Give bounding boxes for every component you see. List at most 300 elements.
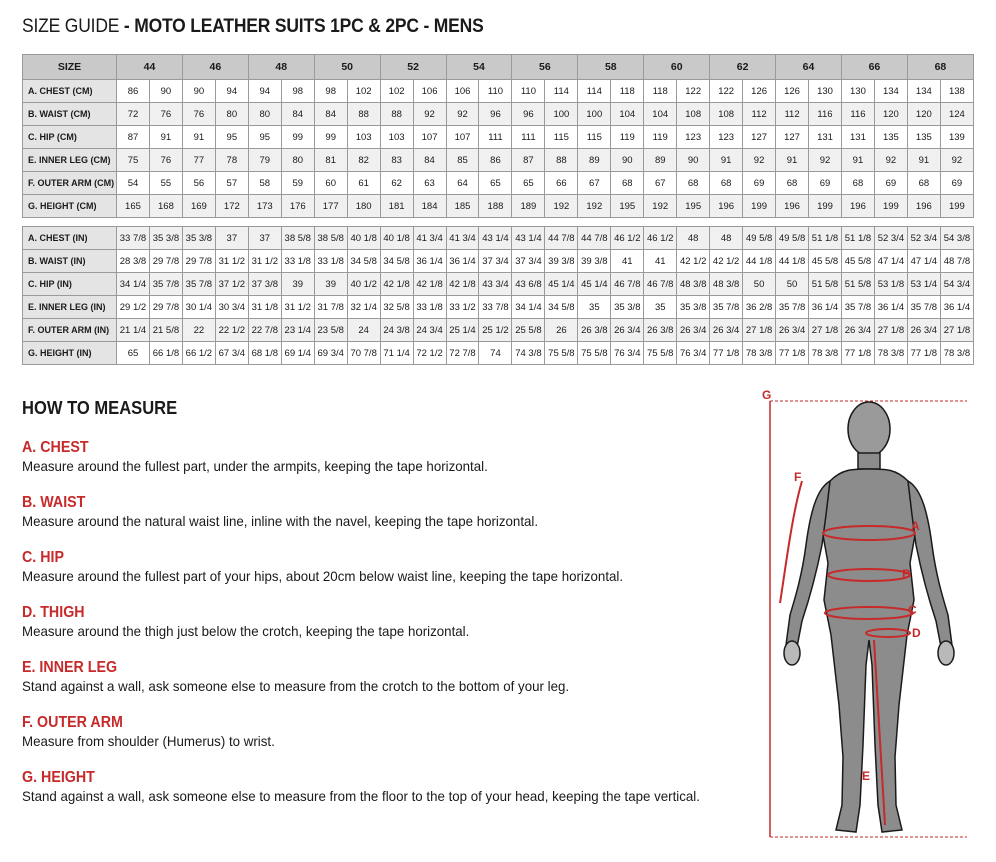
table-cell: 91 bbox=[710, 149, 743, 172]
table-cell: 114 bbox=[578, 80, 611, 103]
measure-step bbox=[22, 494, 742, 530]
table-cell: 130 bbox=[809, 80, 842, 103]
table-cell: 44 7/8 bbox=[545, 227, 578, 250]
table-cell: 91 bbox=[907, 149, 940, 172]
table-cell: 41 3/4 bbox=[446, 227, 479, 250]
table-cell: 34 5/8 bbox=[380, 250, 413, 273]
table-cell: 103 bbox=[347, 126, 380, 149]
table-cell: 195 bbox=[677, 195, 710, 218]
table-cell: 86 bbox=[479, 149, 512, 172]
table-cell: 80 bbox=[248, 103, 281, 126]
row-label: B. WAIST (IN) bbox=[23, 250, 117, 273]
table-cell: 130 bbox=[841, 80, 874, 103]
table-cell: 134 bbox=[907, 80, 940, 103]
neck-shape bbox=[858, 453, 880, 469]
table-cell: 75 5/8 bbox=[644, 342, 677, 365]
table-cell: 26 3/4 bbox=[677, 319, 710, 342]
table-cell: 120 bbox=[874, 103, 907, 126]
table-cell: 48 7/8 bbox=[940, 250, 973, 273]
table-cell: 45 1/4 bbox=[545, 273, 578, 296]
size-header-cell: 52 bbox=[380, 55, 446, 80]
table-cell: 55 bbox=[149, 172, 182, 195]
table-cell: 48 3/8 bbox=[677, 273, 710, 296]
table-cell: 65 bbox=[117, 342, 150, 365]
table-cell: 114 bbox=[545, 80, 578, 103]
table-cell: 46 7/8 bbox=[611, 273, 644, 296]
table-cell: 90 bbox=[611, 149, 644, 172]
measure-step-description: Measure around the thigh just below the crotch, keeping the tape horizontal. bbox=[22, 623, 470, 639]
table-cell: 90 bbox=[182, 80, 215, 103]
table-cell: 27 1/8 bbox=[940, 319, 973, 342]
table-cell: 23 5/8 bbox=[314, 319, 347, 342]
table-cell: 48 3/8 bbox=[710, 273, 743, 296]
measure-step-description: Stand against a wall, ask someone else to measure from the floor to the top of your head, keeping the tape vertical. bbox=[22, 788, 700, 804]
table-row bbox=[23, 80, 974, 103]
table-cell: 33 1/8 bbox=[413, 296, 446, 319]
size-header-cell: 64 bbox=[776, 55, 842, 80]
table-cell: 37 bbox=[248, 227, 281, 250]
table-cell: 119 bbox=[611, 126, 644, 149]
table-cell: 169 bbox=[182, 195, 215, 218]
table-cell: 31 7/8 bbox=[314, 296, 347, 319]
table-cell: 66 1/2 bbox=[182, 342, 215, 365]
table-cell: 88 bbox=[347, 103, 380, 126]
marker-b: B bbox=[902, 567, 911, 581]
table-cell: 42 1/8 bbox=[446, 273, 479, 296]
measure-step bbox=[22, 439, 742, 475]
table-row bbox=[23, 250, 974, 273]
table-cell: 26 3/4 bbox=[710, 319, 743, 342]
table-cell: 61 bbox=[347, 172, 380, 195]
table-cell: 38 5/8 bbox=[314, 227, 347, 250]
table-cell: 29 7/8 bbox=[149, 296, 182, 319]
table-cell: 36 1/4 bbox=[413, 250, 446, 273]
table-cell: 92 bbox=[874, 149, 907, 172]
how-to-measure-heading: HOW TO MEASURE bbox=[22, 398, 178, 418]
table-cell: 118 bbox=[644, 80, 677, 103]
table-cell: 88 bbox=[545, 149, 578, 172]
row-label: E. INNER LEG (CM) bbox=[23, 149, 117, 172]
table-cell: 65 bbox=[479, 172, 512, 195]
table-cell: 184 bbox=[413, 195, 446, 218]
table-cell: 94 bbox=[215, 80, 248, 103]
table-cell: 108 bbox=[710, 103, 743, 126]
table-cell: 102 bbox=[380, 80, 413, 103]
table-cell: 29 7/8 bbox=[149, 250, 182, 273]
table-cell: 115 bbox=[578, 126, 611, 149]
table-cell: 26 3/4 bbox=[907, 319, 940, 342]
table-cell: 68 bbox=[677, 172, 710, 195]
table-cell: 53 1/4 bbox=[907, 273, 940, 296]
table-cell: 33 1/8 bbox=[314, 250, 347, 273]
row-label: A. CHEST (CM) bbox=[23, 80, 117, 103]
table-cell: 45 1/4 bbox=[578, 273, 611, 296]
table-cell: 199 bbox=[874, 195, 907, 218]
table-cell: 22 bbox=[182, 319, 215, 342]
table-cell: 99 bbox=[281, 126, 314, 149]
table-cell: 106 bbox=[413, 80, 446, 103]
table-row bbox=[23, 149, 974, 172]
table-cell: 185 bbox=[446, 195, 479, 218]
table-cell: 29 1/2 bbox=[117, 296, 150, 319]
body-measurement-figure bbox=[752, 385, 982, 855]
table-cell: 122 bbox=[677, 80, 710, 103]
table-cell: 111 bbox=[479, 126, 512, 149]
table-cell: 68 bbox=[611, 172, 644, 195]
right-arm-shape bbox=[908, 481, 952, 647]
table-cell: 67 bbox=[644, 172, 677, 195]
size-header-cell: 66 bbox=[841, 55, 907, 80]
table-cell: 91 bbox=[149, 126, 182, 149]
table-cell: 69 3/4 bbox=[314, 342, 347, 365]
table-cell: 89 bbox=[578, 149, 611, 172]
table-cell: 35 7/8 bbox=[841, 296, 874, 319]
table-cell: 36 1/4 bbox=[809, 296, 842, 319]
table-cell: 91 bbox=[182, 126, 215, 149]
table-cell: 52 3/4 bbox=[907, 227, 940, 250]
table-cell: 96 bbox=[512, 103, 545, 126]
table-cell: 63 bbox=[413, 172, 446, 195]
measure-step bbox=[22, 714, 742, 750]
size-table-container bbox=[22, 54, 974, 365]
table-cell: 116 bbox=[809, 103, 842, 126]
table-cell: 41 bbox=[611, 250, 644, 273]
table-cell: 56 bbox=[182, 172, 215, 195]
table-cell: 46 7/8 bbox=[644, 273, 677, 296]
table-cell: 196 bbox=[776, 195, 809, 218]
left-hand-shape bbox=[784, 641, 800, 665]
table-cell: 54 bbox=[117, 172, 150, 195]
page-title-bold: - MOTO LEATHER SUITS 1PC & 2PC - MENS bbox=[119, 16, 484, 37]
table-cell: 122 bbox=[710, 80, 743, 103]
table-cell: 25 1/2 bbox=[479, 319, 512, 342]
table-cell: 83 bbox=[380, 149, 413, 172]
table-cell: 85 bbox=[446, 149, 479, 172]
table-row bbox=[23, 227, 974, 250]
table-cell: 75 bbox=[117, 149, 150, 172]
table-cell: 100 bbox=[545, 103, 578, 126]
table-cell: 36 1/4 bbox=[940, 296, 973, 319]
table-cell: 50 bbox=[743, 273, 776, 296]
table-cell: 76 bbox=[149, 103, 182, 126]
table-cell: 112 bbox=[776, 103, 809, 126]
table-cell: 68 bbox=[710, 172, 743, 195]
page-title-light: SIZE GUIDE bbox=[22, 16, 120, 37]
table-cell: 91 bbox=[841, 149, 874, 172]
table-cell: 99 bbox=[314, 126, 347, 149]
size-table bbox=[22, 54, 974, 365]
table-cell: 196 bbox=[841, 195, 874, 218]
table-cell: 92 bbox=[940, 149, 973, 172]
table-cell: 37 1/2 bbox=[215, 273, 248, 296]
table-cell: 88 bbox=[380, 103, 413, 126]
table-cell: 192 bbox=[644, 195, 677, 218]
table-cell: 31 1/2 bbox=[248, 250, 281, 273]
table-cell: 77 1/8 bbox=[841, 342, 874, 365]
table-cell: 21 1/4 bbox=[117, 319, 150, 342]
table-cell: 54 3/8 bbox=[940, 227, 973, 250]
table-cell: 33 1/2 bbox=[446, 296, 479, 319]
table-cell: 30 3/4 bbox=[215, 296, 248, 319]
table-cell: 78 3/8 bbox=[743, 342, 776, 365]
table-cell: 64 bbox=[446, 172, 479, 195]
marker-a: A bbox=[911, 519, 920, 533]
row-label: A. CHEST (IN) bbox=[23, 227, 117, 250]
table-cell: 51 5/8 bbox=[809, 273, 842, 296]
table-cell: 35 3/8 bbox=[182, 227, 215, 250]
table-row bbox=[23, 172, 974, 195]
table-cell: 25 5/8 bbox=[512, 319, 545, 342]
row-label: B. WAIST (CM) bbox=[23, 103, 117, 126]
row-label: F. OUTER ARM (IN) bbox=[23, 319, 117, 342]
size-header-cell: 58 bbox=[578, 55, 644, 80]
measure-step-title: E. INNER LEG bbox=[22, 659, 118, 676]
size-header-cell: 48 bbox=[248, 55, 314, 80]
table-cell: 92 bbox=[446, 103, 479, 126]
table-cell: 27 1/8 bbox=[874, 319, 907, 342]
table-cell: 89 bbox=[644, 149, 677, 172]
table-cell: 77 1/8 bbox=[710, 342, 743, 365]
row-label: F. OUTER ARM (CM) bbox=[23, 172, 117, 195]
table-cell: 189 bbox=[512, 195, 545, 218]
table-cell: 35 7/8 bbox=[149, 273, 182, 296]
table-spacer-cell bbox=[23, 218, 974, 227]
table-cell: 34 1/4 bbox=[512, 296, 545, 319]
table-cell: 68 1/8 bbox=[248, 342, 281, 365]
table-cell: 22 7/8 bbox=[248, 319, 281, 342]
table-cell: 80 bbox=[281, 149, 314, 172]
table-cell: 104 bbox=[644, 103, 677, 126]
table-cell: 75 5/8 bbox=[545, 342, 578, 365]
table-cell: 42 1/8 bbox=[413, 273, 446, 296]
table-cell: 35 7/8 bbox=[907, 296, 940, 319]
table-cell: 44 7/8 bbox=[578, 227, 611, 250]
table-cell: 76 bbox=[182, 103, 215, 126]
table-row bbox=[23, 319, 974, 342]
table-cell: 36 1/4 bbox=[446, 250, 479, 273]
table-cell: 36 2/8 bbox=[743, 296, 776, 319]
table-cell: 33 7/8 bbox=[117, 227, 150, 250]
how-to-measure-section bbox=[22, 398, 742, 824]
measure-step-description: Measure around the fullest part, under the armpits, keeping the tape horizontal. bbox=[22, 458, 488, 474]
table-cell: 44 1/8 bbox=[743, 250, 776, 273]
table-row bbox=[23, 195, 974, 218]
measure-step bbox=[22, 659, 742, 695]
table-cell: 92 bbox=[809, 149, 842, 172]
table-cell: 127 bbox=[743, 126, 776, 149]
table-cell: 33 7/8 bbox=[479, 296, 512, 319]
table-cell: 39 3/8 bbox=[545, 250, 578, 273]
table-cell: 95 bbox=[215, 126, 248, 149]
table-cell: 82 bbox=[347, 149, 380, 172]
table-cell: 67 bbox=[578, 172, 611, 195]
table-cell: 34 5/8 bbox=[347, 250, 380, 273]
table-cell: 22 1/2 bbox=[215, 319, 248, 342]
table-cell: 199 bbox=[940, 195, 973, 218]
table-cell: 70 7/8 bbox=[347, 342, 380, 365]
table-cell: 199 bbox=[743, 195, 776, 218]
table-cell: 107 bbox=[413, 126, 446, 149]
size-header-cell: 54 bbox=[446, 55, 512, 80]
measure-step-title: B. WAIST bbox=[22, 494, 86, 511]
table-cell: 36 1/4 bbox=[874, 296, 907, 319]
table-cell: 42 1/2 bbox=[677, 250, 710, 273]
table-cell: 75 5/8 bbox=[578, 342, 611, 365]
measure-steps bbox=[22, 439, 742, 805]
measure-step-title: D. THIGH bbox=[22, 604, 85, 621]
body-figure-svg bbox=[752, 385, 982, 855]
table-cell: 31 1/2 bbox=[281, 296, 314, 319]
table-cell: 43 6/8 bbox=[512, 273, 545, 296]
table-cell: 27 1/8 bbox=[809, 319, 842, 342]
table-cell: 24 3/4 bbox=[413, 319, 446, 342]
marker-d: D bbox=[912, 626, 921, 640]
size-header-cell: 44 bbox=[117, 55, 183, 80]
table-cell: 181 bbox=[380, 195, 413, 218]
row-label: G. HEIGHT (IN) bbox=[23, 342, 117, 365]
measure-step-title: A. CHEST bbox=[22, 439, 89, 456]
table-cell: 84 bbox=[281, 103, 314, 126]
table-cell: 90 bbox=[677, 149, 710, 172]
table-cell: 111 bbox=[512, 126, 545, 149]
table-cell: 44 1/8 bbox=[776, 250, 809, 273]
table-cell: 49 5/8 bbox=[776, 227, 809, 250]
table-cell: 31 1/8 bbox=[248, 296, 281, 319]
table-cell: 86 bbox=[117, 80, 150, 103]
table-cell: 32 1/4 bbox=[347, 296, 380, 319]
table-cell: 59 bbox=[281, 172, 314, 195]
table-cell: 126 bbox=[743, 80, 776, 103]
table-cell: 35 bbox=[578, 296, 611, 319]
table-cell: 35 3/8 bbox=[149, 227, 182, 250]
size-table-body bbox=[23, 80, 974, 365]
table-cell: 35 7/8 bbox=[710, 296, 743, 319]
table-cell: 92 bbox=[743, 149, 776, 172]
table-cell: 53 1/8 bbox=[874, 273, 907, 296]
table-cell: 52 3/4 bbox=[874, 227, 907, 250]
table-cell: 76 3/4 bbox=[611, 342, 644, 365]
table-cell: 26 bbox=[545, 319, 578, 342]
table-row bbox=[23, 103, 974, 126]
marker-c: C bbox=[908, 603, 917, 617]
table-cell: 78 bbox=[215, 149, 248, 172]
table-cell: 40 1/8 bbox=[347, 227, 380, 250]
size-header-cell: 56 bbox=[512, 55, 578, 80]
table-cell: 110 bbox=[512, 80, 545, 103]
table-cell: 50 bbox=[776, 273, 809, 296]
table-cell: 196 bbox=[907, 195, 940, 218]
table-cell: 77 1/8 bbox=[776, 342, 809, 365]
table-cell: 51 1/8 bbox=[809, 227, 842, 250]
size-header-cell: 60 bbox=[644, 55, 710, 80]
table-cell: 192 bbox=[578, 195, 611, 218]
measure-step-title: C. HIP bbox=[22, 549, 65, 566]
table-spacer-row bbox=[23, 218, 974, 227]
table-cell: 180 bbox=[347, 195, 380, 218]
table-cell: 69 bbox=[940, 172, 973, 195]
table-cell: 131 bbox=[841, 126, 874, 149]
table-cell: 118 bbox=[611, 80, 644, 103]
table-cell: 60 bbox=[314, 172, 347, 195]
table-cell: 37 bbox=[215, 227, 248, 250]
table-cell: 31 1/2 bbox=[215, 250, 248, 273]
measure-step-title: F. OUTER ARM bbox=[22, 714, 123, 731]
table-cell: 23 1/4 bbox=[281, 319, 314, 342]
table-cell: 35 bbox=[644, 296, 677, 319]
table-cell: 91 bbox=[776, 149, 809, 172]
table-cell: 120 bbox=[907, 103, 940, 126]
page-title bbox=[22, 16, 484, 38]
measure-step-description: Measure around the fullest part of your hips, about 20cm below waist line, keeping the tape horizontal. bbox=[22, 568, 624, 584]
table-cell: 110 bbox=[479, 80, 512, 103]
table-cell: 49 5/8 bbox=[743, 227, 776, 250]
table-cell: 100 bbox=[578, 103, 611, 126]
table-cell: 37 3/4 bbox=[479, 250, 512, 273]
right-hand-shape bbox=[938, 641, 954, 665]
table-cell: 41 bbox=[644, 250, 677, 273]
table-cell: 54 3/4 bbox=[940, 273, 973, 296]
row-label: C. HIP (CM) bbox=[23, 126, 117, 149]
table-cell: 131 bbox=[809, 126, 842, 149]
table-cell: 196 bbox=[710, 195, 743, 218]
table-cell: 124 bbox=[940, 103, 973, 126]
table-row bbox=[23, 296, 974, 319]
table-cell: 80 bbox=[215, 103, 248, 126]
table-cell: 78 3/8 bbox=[940, 342, 973, 365]
table-cell: 48 bbox=[710, 227, 743, 250]
table-cell: 96 bbox=[479, 103, 512, 126]
table-cell: 76 bbox=[149, 149, 182, 172]
table-cell: 172 bbox=[215, 195, 248, 218]
table-cell: 58 bbox=[248, 172, 281, 195]
table-cell: 69 1/4 bbox=[281, 342, 314, 365]
table-cell: 72 7/8 bbox=[446, 342, 479, 365]
table-cell: 138 bbox=[940, 80, 973, 103]
table-cell: 199 bbox=[809, 195, 842, 218]
table-cell: 94 bbox=[248, 80, 281, 103]
table-cell: 45 5/8 bbox=[809, 250, 842, 273]
table-cell: 43 1/4 bbox=[479, 227, 512, 250]
table-cell: 76 3/4 bbox=[677, 342, 710, 365]
measure-step-description: Stand against a wall, ask someone else to measure from the crotch to the bottom of your leg. bbox=[22, 678, 570, 694]
table-cell: 69 bbox=[809, 172, 842, 195]
marker-e: E bbox=[862, 769, 871, 783]
table-cell: 68 bbox=[776, 172, 809, 195]
table-cell: 25 1/4 bbox=[446, 319, 479, 342]
table-cell: 68 bbox=[841, 172, 874, 195]
left-arm-shape bbox=[786, 481, 830, 647]
table-cell: 78 3/8 bbox=[874, 342, 907, 365]
table-cell: 40 1/8 bbox=[380, 227, 413, 250]
table-cell: 47 1/4 bbox=[874, 250, 907, 273]
table-cell: 127 bbox=[776, 126, 809, 149]
table-cell: 47 1/4 bbox=[907, 250, 940, 273]
table-cell: 42 1/8 bbox=[380, 273, 413, 296]
table-cell: 30 1/4 bbox=[182, 296, 215, 319]
table-cell: 74 3/8 bbox=[512, 342, 545, 365]
table-cell: 48 bbox=[677, 227, 710, 250]
table-cell: 103 bbox=[380, 126, 413, 149]
table-cell: 39 3/8 bbox=[578, 250, 611, 273]
table-cell: 165 bbox=[117, 195, 150, 218]
table-cell: 68 bbox=[907, 172, 940, 195]
size-header-row bbox=[23, 55, 974, 80]
table-cell: 26 3/4 bbox=[776, 319, 809, 342]
table-cell: 39 bbox=[281, 273, 314, 296]
table-cell: 37 3/4 bbox=[512, 250, 545, 273]
marker-g: G bbox=[762, 388, 772, 402]
table-cell: 123 bbox=[710, 126, 743, 149]
